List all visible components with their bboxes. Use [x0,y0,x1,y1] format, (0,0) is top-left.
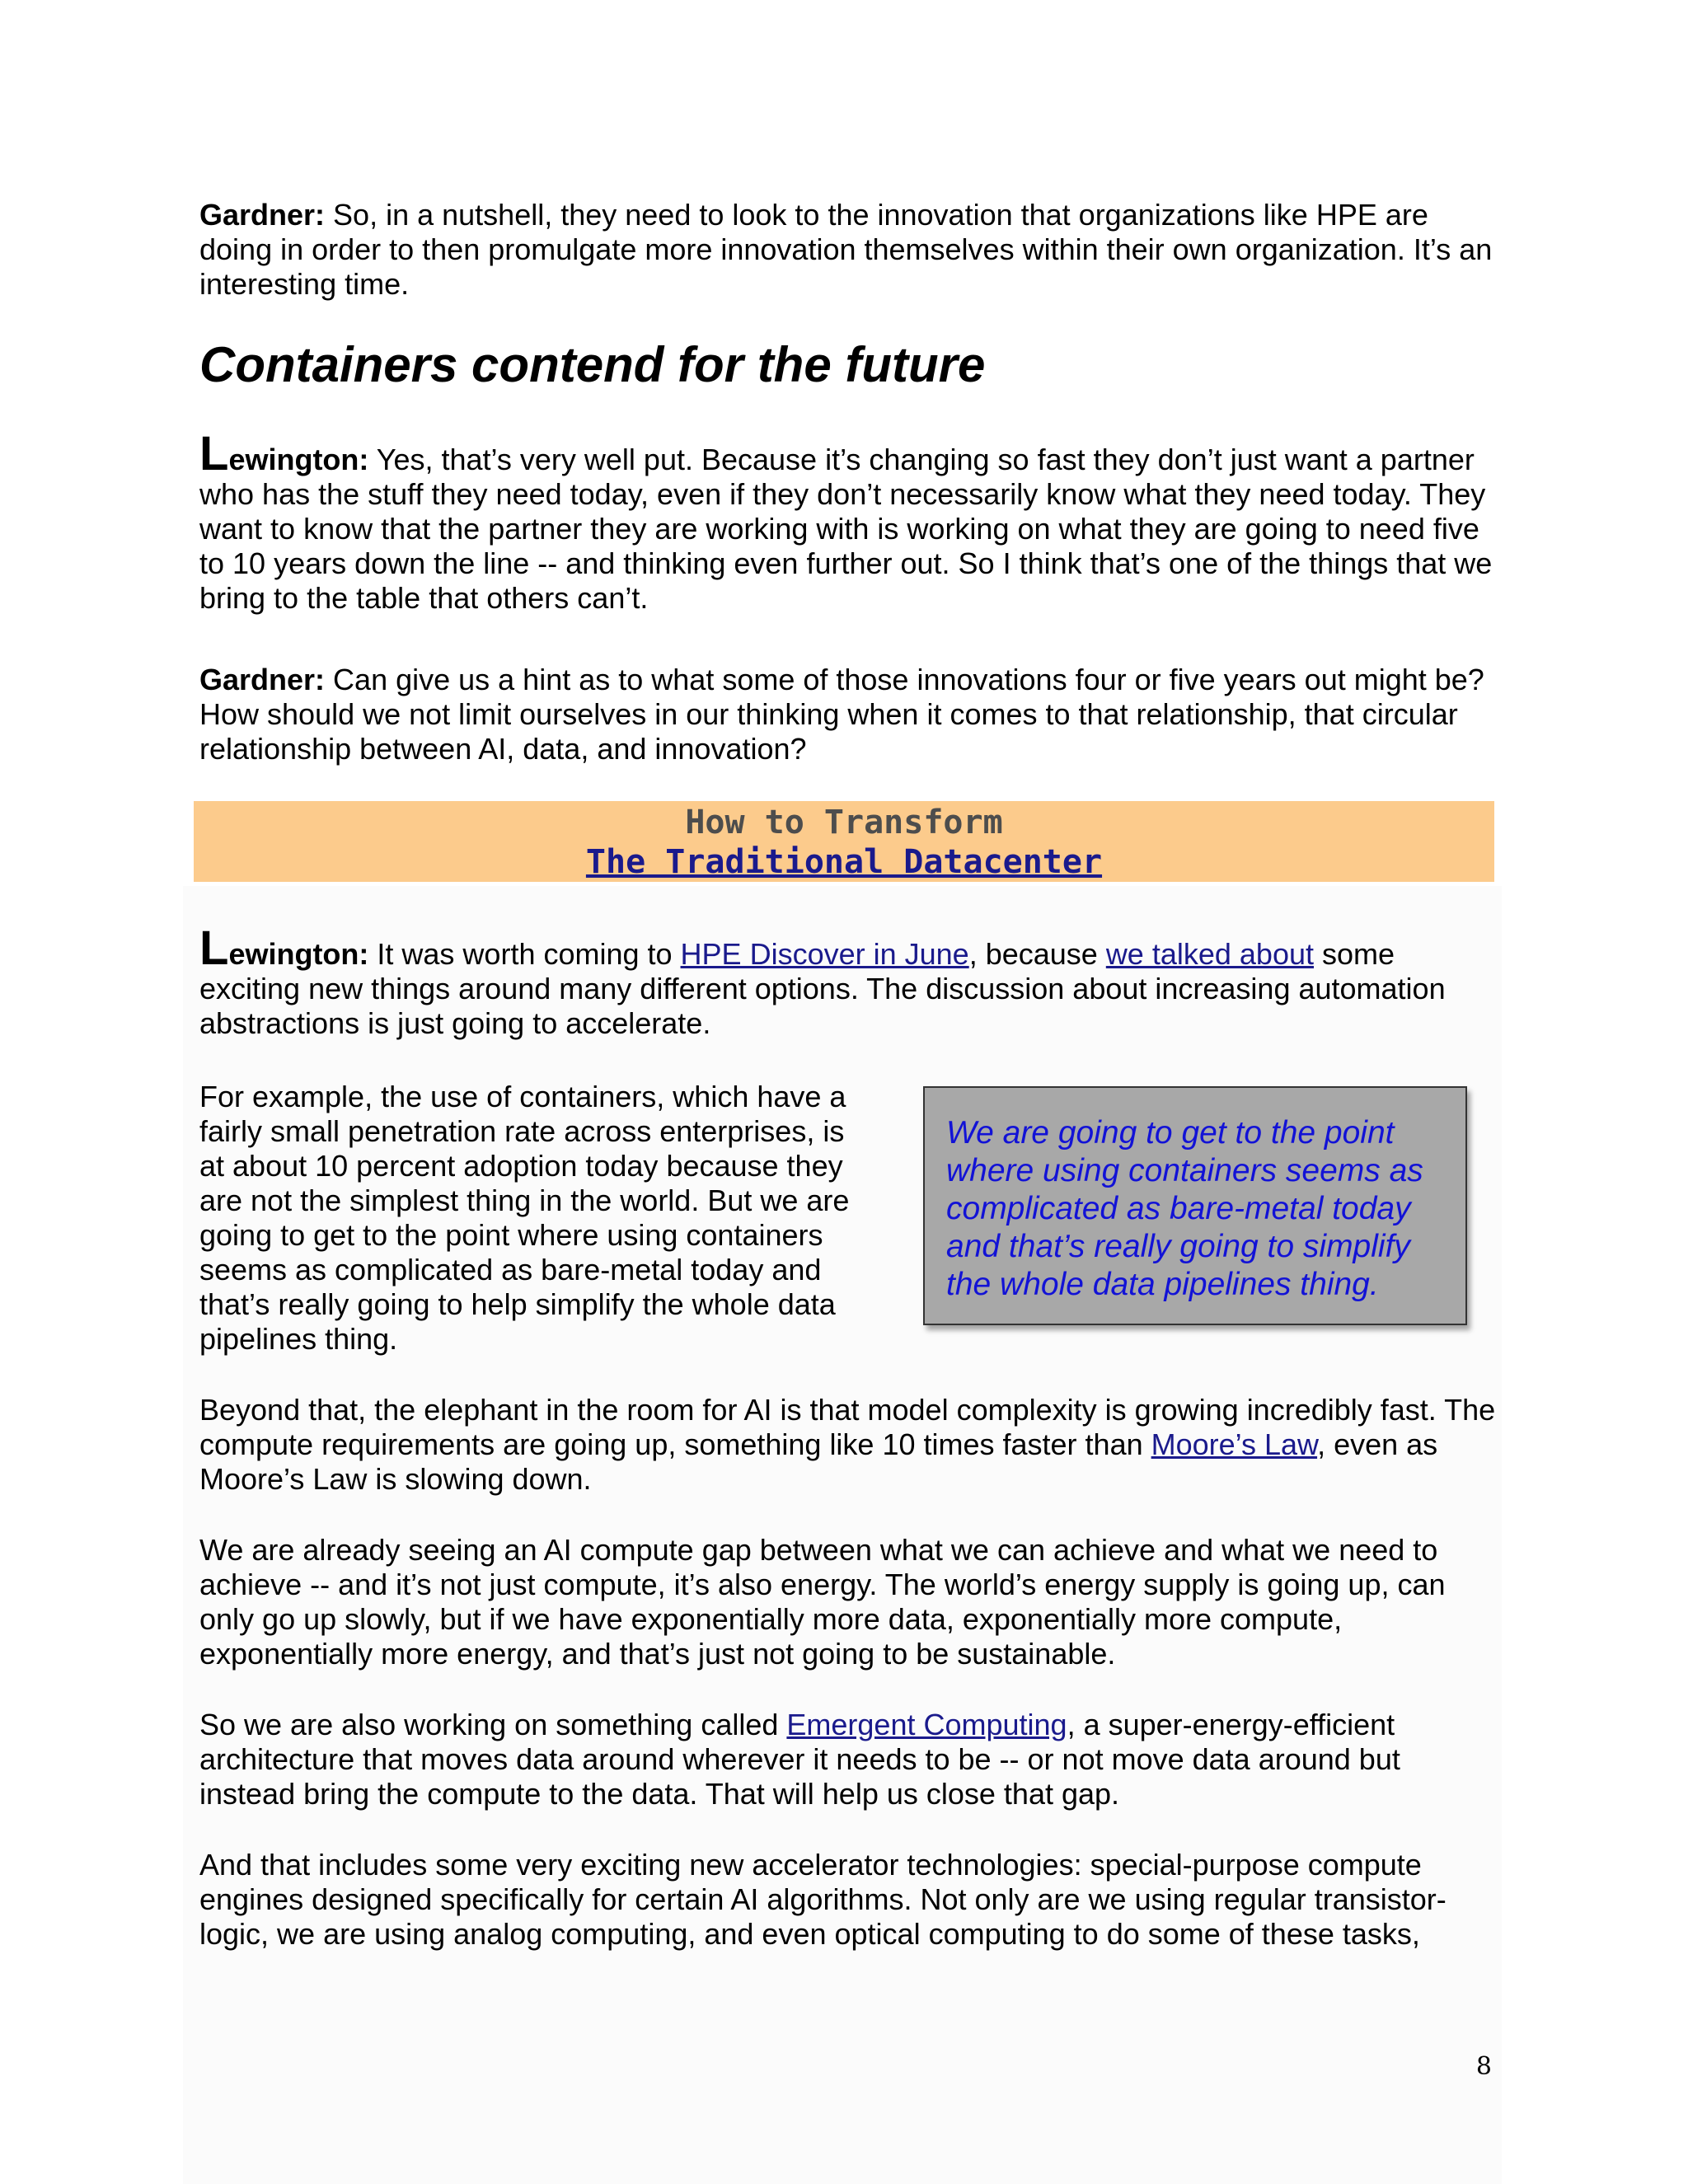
paragraph-compute-gap [199,1533,1502,1671]
paragraph-text: , a super-energy-efficient architecture that moves data around wherever it needs to be -- or not move data around but instead bring the compute to the data. That will help us close that gap. [199,1708,1400,1811]
paragraph-text: And that includes some very exciting new accelerator technologies: special-purpose compute engines designed specifically for certain AI algorithms. Not only are we using regular transistor-logic, we are using analog computing, and even optical computing to do some of these tasks, [199,1848,1447,1951]
paragraph-text: We are already seeing an AI compute gap between what we can achieve and what we need to achieve -- and it’s not just compute, it’s also energy. The world’s energy supply is going up, can only go up slowly, but if we have exponentially more data, exponentially more compute, exponentially more energy, and that’s just not going to be sustainable. [199,1533,1446,1671]
paragraph-emergent-computing [199,1708,1502,1811]
paragraph-gardner-1 [199,198,1502,302]
paragraph-text: , because [968,937,1106,971]
section-heading: Containers contend for the future [199,337,986,392]
paragraph-text: For example, the use of containers, which have a fairly small penetration rate across enterprises, is at about 10 percent adoption today because they are not the simplest thing in the world. But we are going to get to the point where using containers seems as complicated as bare-metal today and that’s really going to help simplify the whole data pipelines thing. [199,1080,850,1356]
speaker-label: ewington: [228,443,369,476]
paragraph-lewington-1 [199,427,1502,616]
paragraph-moores-law [199,1393,1502,1497]
paragraph-accelerators [199,1848,1502,1952]
speaker-label: Gardner: [199,663,326,696]
banner-link[interactable]: The Traditional Datacenter [585,843,1103,881]
paragraph-gardner-2 [199,663,1502,766]
emergent-computing-link[interactable]: Emergent Computing [786,1708,1067,1741]
paragraph-text: Yes, that’s very well put. Because it’s changing so fast they don’t just want a partner who has the stuff they need today, even if they don’t necessarily know what they need today. They want to know that the partner they are working with is working on what they are going to need five to 10 years down the line -- and thinking even further out. So I think that’s one of the things that we bring to the table that others can’t. [199,443,1493,615]
paragraph-text: So, in a nutshell, they need to look to the innovation that organizations like HPE are doing in order to then promulgate more innovation themselves within their own organization. It’s an interesting time. [199,198,1493,301]
hpe-discover-link[interactable]: HPE Discover in June [680,937,969,971]
paragraph-text: So we are also working on something called [199,1708,787,1741]
paragraph-text: It was worth coming to [368,937,681,971]
paragraph-containers [199,1080,875,1357]
moores-law-link[interactable]: Moore’s Law [1151,1427,1318,1461]
pull-quote: We are going to get to the point where using containers seems as complicated as bare-metal today and that’s really going to simplify the whole data pipelines thing. [923,1086,1467,1325]
paragraph-text: some exciting new things around many different options. The discussion about increasing automation abstractions is just going to accelerate. [199,937,1446,1040]
talked-about-link[interactable]: we talked about [1105,937,1314,971]
paragraph-text: Beyond that, the elephant in the room for AI is that model complexity is growing incredibly fast. The compute requirements are going up, something like 10 times faster than [199,1393,1496,1461]
speaker-label: Gardner: [199,198,326,232]
paragraph-lewington-2 [199,921,1502,1041]
drop-cap: L [199,921,229,975]
promo-banner [194,801,1494,882]
page-number: 8 [1475,2052,1492,2081]
speaker-label: ewington: [228,937,369,971]
paragraph-text: , even as Moore’s Law is slowing down. [199,1427,1438,1496]
paragraph-text: Can give us a hint as to what some of those innovations four or five years out might be? How should we not limit ourselves in our thinking when it comes to that relationship, that circular relationship between AI, data, and innovation? [199,663,1484,766]
banner-title: How to Transform [685,804,1003,841]
drop-cap: L [199,427,229,480]
